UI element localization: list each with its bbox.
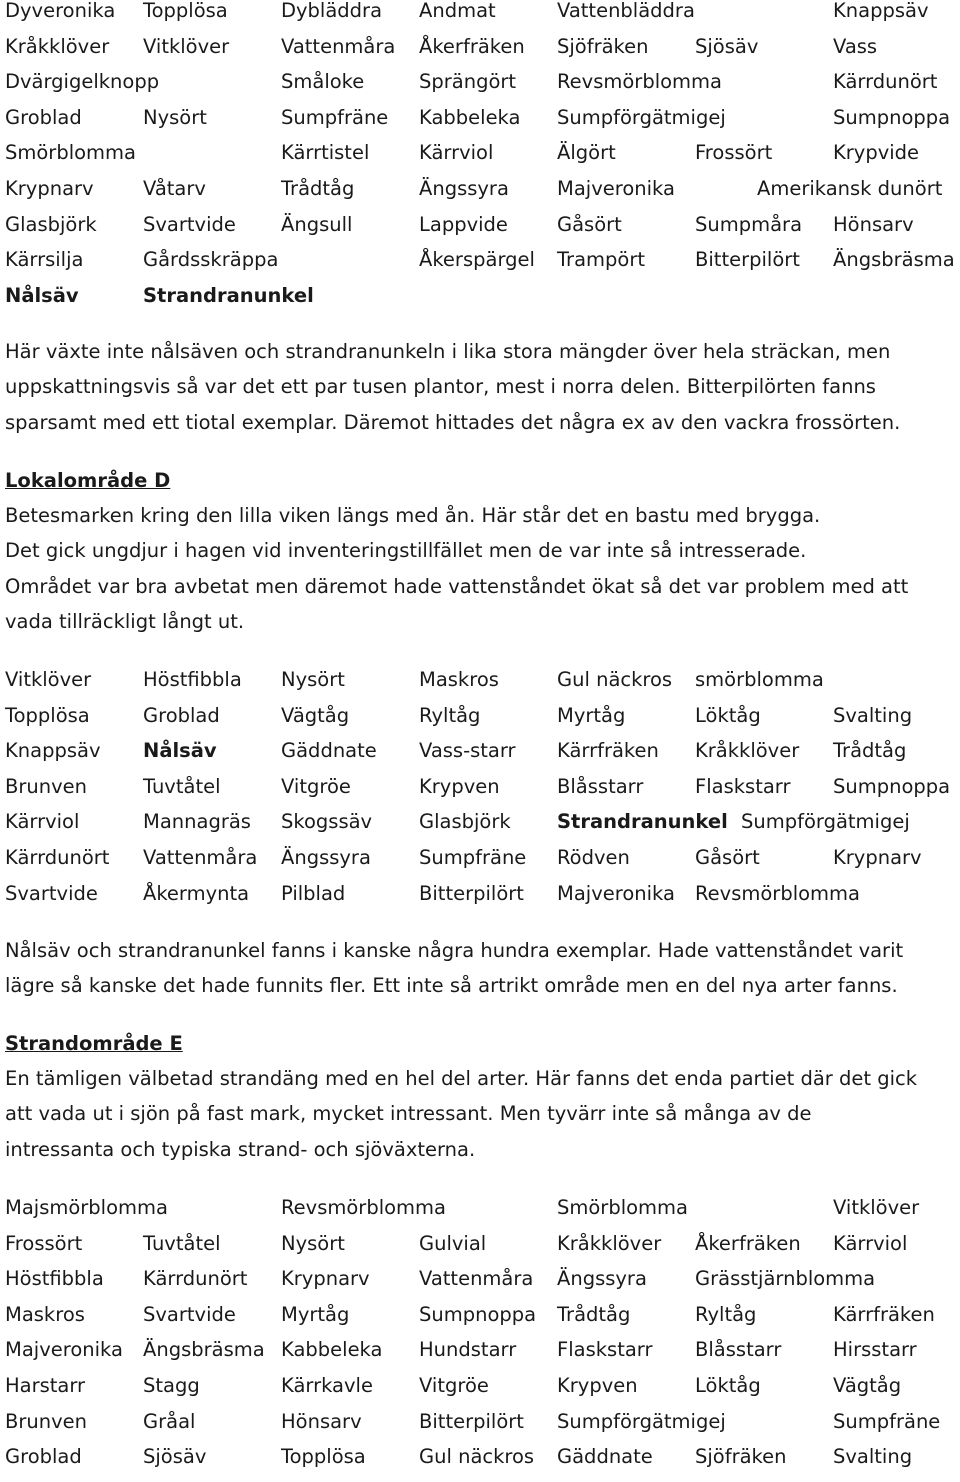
- species-name: Blåsstarr: [695, 1338, 782, 1362]
- species-name: Hönsarv: [833, 212, 914, 236]
- species-name: Strandranunkel: [557, 810, 728, 834]
- species-name: Gråal: [143, 1409, 196, 1433]
- species-name: Mannagräs: [143, 810, 251, 834]
- species-name: Rödven: [557, 845, 630, 869]
- text-line: Betesmarken kring den lilla viken längs med ån. Här står det en bastu med brygga.: [5, 504, 821, 527]
- species-name: Vägtåg: [833, 1373, 902, 1397]
- species-name: Nålsäv: [5, 283, 79, 307]
- species-name: Ängsbräsma: [833, 248, 955, 272]
- species-name: Kärrfräken: [557, 739, 659, 763]
- species-name: Ängsull: [281, 212, 353, 236]
- species-name: Krypvide: [833, 141, 920, 165]
- species-name: Bitterpilört: [419, 1409, 524, 1433]
- species-name: Kabbeleka: [419, 105, 521, 129]
- species-name: Vitklöver: [5, 668, 92, 691]
- species-name: Flaskstarr: [695, 774, 791, 798]
- species-name: Kärrviol: [419, 141, 494, 165]
- species-name: Bitterpilört: [419, 881, 524, 905]
- species-name: Vägtåg: [281, 703, 350, 727]
- species-name: Gul näckros: [419, 1445, 535, 1469]
- species-name: Pilblad: [281, 881, 346, 905]
- species-name: Vattenbläddra: [557, 0, 695, 22]
- species-name: Krypnarv: [833, 845, 922, 869]
- species-name: Knappsäv: [5, 739, 101, 763]
- species-name: Kärrviol: [5, 810, 80, 834]
- species-name: Sumpfräne: [419, 845, 527, 869]
- species-name: Krypnarv: [281, 1267, 370, 1291]
- species-name: smörblomma: [695, 668, 824, 691]
- species-name: Åkerfräken: [419, 34, 525, 58]
- species-name: Knappsäv: [833, 0, 929, 22]
- species-name: Sumpförgätmigej: [741, 810, 910, 834]
- species-name: Gulvial: [419, 1231, 487, 1255]
- text-line: Här växte inte nålsäven och strandranunkeln i lika stora mängder över hela sträckan, men: [5, 340, 891, 363]
- text-line: intressanta och typiska strand- och sjöväxterna.: [5, 1137, 476, 1161]
- species-name: Trådtåg: [833, 739, 907, 763]
- species-name: Kärrkavle: [281, 1373, 373, 1397]
- species-name: Dyveronika: [5, 0, 116, 22]
- text-line: En tämligen välbetad strandäng med en hel del arter. Här fanns det enda partiet där det gick: [5, 1067, 918, 1090]
- species-name: Smörblomma: [557, 1196, 688, 1219]
- species-name: Frossört: [5, 1231, 83, 1255]
- species-name: Sumpförgätmigej: [557, 105, 726, 129]
- species-name: Myrtåg: [281, 1302, 350, 1326]
- text-line: lägre så kanske det hade funnits fler. Ett inte så artrikt område men en del nya arter fanns.: [5, 974, 898, 998]
- species-name: Stagg: [143, 1373, 200, 1397]
- text-line: Det gick ungdjur i hagen vid inventeringstillfället men de var inte så intresserade.: [5, 539, 807, 563]
- species-name: Kråkklöver: [557, 1231, 662, 1255]
- species-name: Ryltåg: [419, 703, 481, 727]
- species-name: Krypven: [419, 774, 500, 798]
- species-name: Höstfibbla: [143, 668, 242, 691]
- species-name: Gårdsskräppa: [143, 248, 279, 272]
- species-name: Sumpfräne: [833, 1409, 941, 1433]
- species-name: Kärrdunört: [5, 845, 110, 869]
- species-name: Svartvide: [143, 212, 236, 236]
- text-line: att vada ut i sjön på fast mark, mycket intressant. Men tyvärr inte så många av de: [5, 1102, 812, 1126]
- text-line: Området var bra avbetat men däremot hade vattenståndet ökat så det var problem med att: [5, 574, 909, 598]
- species-name: Åkerspärgel: [419, 248, 535, 272]
- species-name: Blåsstarr: [557, 774, 644, 798]
- species-name: Smörblomma: [5, 141, 136, 165]
- species-name: Harstarr: [5, 1373, 86, 1397]
- species-name: Andmat: [419, 0, 496, 22]
- species-name: Revsmörblomma: [281, 1196, 446, 1219]
- paragraph-2: [5, 933, 957, 1004]
- species-name: Majsmörblomma: [5, 1196, 168, 1219]
- species-name: Sjösäv: [695, 34, 759, 58]
- species-name: Lappvide: [419, 212, 508, 236]
- species-name: Gåsört: [557, 212, 622, 236]
- species-name: Strandranunkel: [143, 283, 314, 307]
- species-name: Tuvtåtel: [143, 1231, 221, 1255]
- species-name: Löktåg: [695, 703, 761, 727]
- species-name: Kärrdunört: [833, 70, 938, 94]
- species-name: Vitklöver: [833, 1196, 920, 1219]
- species-name: Ängssyra: [281, 845, 371, 869]
- species-name: Kabbeleka: [281, 1338, 383, 1362]
- species-name: Sjöfräken: [557, 34, 649, 58]
- species-name: Vass: [833, 34, 878, 58]
- species-name: Kärrsilja: [5, 248, 84, 272]
- species-name: Groblad: [5, 1445, 82, 1469]
- species-name: Bitterpilört: [695, 248, 800, 272]
- species-name: Trådtåg: [557, 1302, 631, 1326]
- species-name: Skogssäv: [281, 810, 373, 834]
- species-name: Svartvide: [143, 1302, 236, 1326]
- paragraph-e: [5, 1061, 957, 1167]
- species-name: Kråkklöver: [5, 34, 110, 58]
- species-name: Topplösa: [143, 0, 228, 22]
- species-name: Älgört: [557, 141, 616, 165]
- species-name: Vattenmåra: [419, 1267, 534, 1291]
- species-name: Vattenmåra: [281, 34, 396, 58]
- species-name: Vattenmåra: [143, 845, 258, 869]
- species-name: Vitgröe: [281, 774, 351, 798]
- species-name: Småloke: [281, 70, 365, 94]
- species-name: Groblad: [5, 105, 82, 129]
- species-name: Åkerfräken: [695, 1231, 801, 1255]
- species-name: Hundstarr: [419, 1338, 517, 1362]
- species-name: Majveronika: [557, 881, 675, 905]
- species-name: Gäddnate: [281, 739, 377, 763]
- species-name: Sjöfräken: [695, 1445, 787, 1469]
- species-name: Trådtåg: [281, 176, 355, 200]
- species-name: Revsmörblomma: [557, 70, 722, 94]
- species-name: Svalting: [833, 1445, 913, 1469]
- species-name: Ängssyra: [557, 1267, 647, 1291]
- species-name: Nålsäv: [143, 739, 217, 763]
- species-name: Nysört: [143, 105, 207, 129]
- species-name: Flaskstarr: [557, 1338, 653, 1362]
- species-name: Hirsstarr: [833, 1338, 917, 1362]
- text-line: sparsamt med ett tiotal exemplar. Däremot hittades det några ex av den vackra frossörten.: [5, 410, 901, 434]
- species-name: Sumpnoppa: [419, 1302, 537, 1326]
- species-name: Våtarv: [143, 176, 206, 200]
- species-name: Vitgröe: [419, 1373, 489, 1397]
- species-name: Sumpfräne: [281, 105, 389, 129]
- species-name: Majveronika: [557, 176, 675, 200]
- species-name: Ryltåg: [695, 1302, 757, 1326]
- species-name: Kärrtistel: [281, 141, 370, 165]
- species-name: Löktåg: [695, 1373, 761, 1397]
- species-name: Maskros: [419, 668, 499, 691]
- species-name: Nysört: [281, 668, 345, 691]
- species-name: Sumpnoppa: [833, 774, 951, 798]
- species-name: Hönsarv: [281, 1409, 362, 1433]
- species-name: Gåsört: [695, 845, 760, 869]
- species-name: Sprängört: [419, 70, 517, 94]
- species-name: Kärrdunört: [143, 1267, 248, 1291]
- species-name: Topplösa: [5, 703, 90, 727]
- species-name: Kärrviol: [833, 1231, 908, 1255]
- species-name: Åkermynta: [143, 881, 250, 905]
- species-name: Glasbjörk: [5, 212, 97, 236]
- species-name: Vitklöver: [143, 34, 230, 58]
- species-name: Dybläddra: [281, 0, 383, 22]
- species-name: Nysört: [281, 1231, 345, 1255]
- species-name: Höstfibbla: [5, 1267, 104, 1291]
- species-name: Topplösa: [281, 1445, 366, 1469]
- species-name: Ängssyra: [419, 176, 509, 200]
- species-name: Sumpförgätmigej: [557, 1409, 726, 1433]
- species-name: Brunven: [5, 1409, 88, 1433]
- species-name: Sumpnoppa: [833, 105, 951, 129]
- species-name: Revsmörblomma: [695, 881, 860, 905]
- species-name: Trampört: [557, 248, 645, 272]
- species-name: Ängsbräsma: [143, 1338, 265, 1362]
- species-name: Sumpmåra: [695, 212, 803, 236]
- species-name: Kråkklöver: [695, 739, 800, 763]
- species-name: Krypnarv: [5, 176, 94, 200]
- species-name: Tuvtåtel: [143, 774, 221, 798]
- species-name: Myrtåg: [557, 703, 626, 727]
- species-name: Krypven: [557, 1373, 638, 1397]
- section-heading-e: Strandområde E: [5, 1032, 183, 1055]
- species-name: Kärrfräken: [833, 1302, 935, 1326]
- species-name: Sjösäv: [143, 1445, 207, 1469]
- section-heading-d: Lokalområde D: [5, 469, 171, 492]
- species-name: Gäddnate: [557, 1445, 653, 1469]
- species-name: Vass-starr: [419, 739, 516, 763]
- species-name: Grässtjärnblomma: [695, 1267, 876, 1291]
- paragraph-1: [5, 334, 957, 440]
- species-name: Brunven: [5, 774, 88, 798]
- paragraph-d: [5, 498, 957, 640]
- text-line: uppskattningsvis så var det ett par tusen plantor, mest i norra delen. Bitterpilörten fanns: [5, 375, 876, 399]
- species-name: Glasbjörk: [419, 810, 511, 834]
- text-line: vada tillräckligt långt ut.: [5, 610, 245, 634]
- text-line: Nålsäv och strandranunkel fanns i kanske några hundra exemplar. Hade vattenståndet varit: [5, 939, 904, 962]
- species-name: Dvärgigelknopp: [5, 70, 160, 94]
- species-name: Svalting: [833, 703, 913, 727]
- species-name: Groblad: [143, 703, 220, 727]
- species-name: Frossört: [695, 141, 773, 165]
- species-name: Majveronika: [5, 1338, 123, 1362]
- species-name: Maskros: [5, 1302, 85, 1326]
- species-name: Gul näckros: [557, 668, 673, 691]
- species-name: Amerikansk dunört: [757, 176, 943, 200]
- species-name: Svartvide: [5, 881, 98, 905]
